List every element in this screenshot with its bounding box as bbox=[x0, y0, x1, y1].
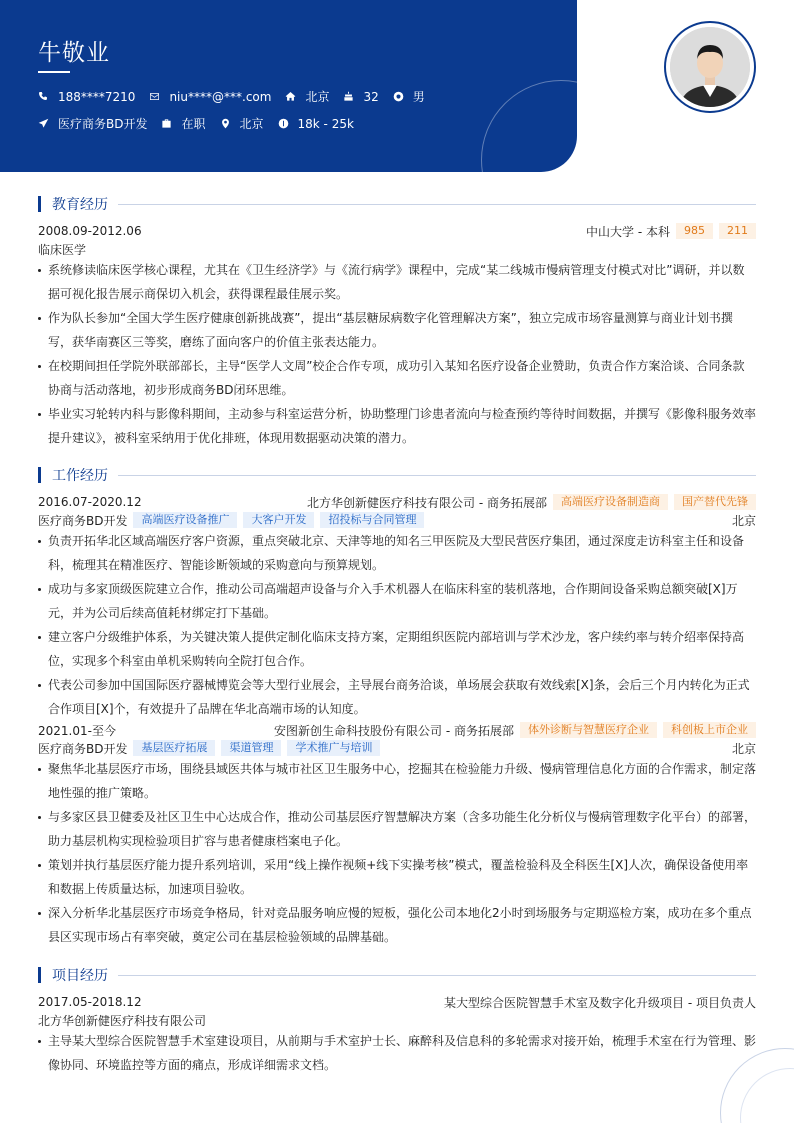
list-item: 毕业实习轮转内科与影像科期间，主动参与科室运营分析，协助整理门诊患者流向与检查预约等待时间数据，并撰写《影像科服务效率提升建议》，被科室采纳用于优化排班，体现用数据驱动决策的潜力。 bbox=[38, 402, 756, 450]
phone-text: 188****7210 bbox=[58, 89, 136, 104]
age-item bbox=[343, 90, 378, 104]
list-item: 策划并执行基层医疗能力提升系列培训，采用“线上操作视频+线下实操考核”模式，覆盖检验科及全科医生[X]人次，确保设备使用率和数据上传质量达标，加速项目验收。 bbox=[38, 853, 756, 901]
section-bar bbox=[38, 467, 41, 483]
section-divider bbox=[118, 475, 756, 476]
email-text: niu****@***.com bbox=[169, 89, 272, 104]
target-role-item bbox=[38, 115, 147, 132]
list-item: 负责开拓华北区域高端医疗客户资源，重点突破北京、天津等地的知名三甲医院及大型民营医疗集团，通过深度走访科室主任和设备科，梳理其在精准医疗、智能诊断领域的采购意向与预算规划。 bbox=[38, 529, 756, 577]
company-tag: 国产替代先锋 bbox=[674, 494, 756, 510]
send-icon bbox=[38, 118, 49, 129]
phone-item bbox=[38, 90, 135, 104]
job-company-group bbox=[274, 722, 756, 739]
email-item bbox=[149, 90, 271, 104]
work-title: 工作经历 bbox=[52, 468, 108, 484]
job-sub bbox=[38, 511, 756, 529]
contact-row bbox=[38, 88, 439, 105]
project-head bbox=[38, 993, 756, 1011]
section-divider bbox=[118, 975, 756, 976]
section-divider bbox=[118, 204, 756, 205]
company-tag: 高端医疗设备制造商 bbox=[553, 494, 668, 510]
project-title: 项目经历 bbox=[52, 968, 108, 984]
education-tag: 211 bbox=[719, 223, 756, 239]
name-underline bbox=[38, 71, 70, 73]
candidate-name: 牛敬业 bbox=[38, 40, 110, 66]
home-icon bbox=[285, 91, 296, 102]
list-item: 系统修读临床医学核心课程，尤其在《卫生经济学》与《流行病学》课程中，完成“某二线城市慢病管理支付模式对比”调研，并以数据可视化报告展示商保切入机会，获得课程最佳展示奖。 bbox=[38, 258, 756, 306]
job-role: 医疗商务BD开发 bbox=[38, 513, 128, 528]
education-school: 中山大学 - 本科 bbox=[586, 224, 670, 239]
skill-tag: 渠道管理 bbox=[221, 740, 281, 756]
job-role-group bbox=[38, 740, 380, 757]
job-company-group bbox=[307, 494, 756, 511]
money-icon bbox=[278, 118, 289, 129]
avatar-frame bbox=[664, 21, 756, 113]
skill-tag: 基层医疗拓展 bbox=[133, 740, 215, 756]
project-org: 北方华创新健医疗科技有限公司 bbox=[38, 1013, 207, 1028]
list-item: 成功与多家顶级医院建立合作，推动公司高端超声设备与介入手术机器人在临床科室的装机落地，合作期间设备采购总额突破[X]万元，并为公司后续高值耗材绑定打下基础。 bbox=[38, 577, 756, 625]
target-city-item bbox=[220, 115, 264, 132]
education-bullets bbox=[38, 258, 756, 450]
gender-item bbox=[393, 88, 425, 105]
education-school-group bbox=[586, 223, 756, 240]
project-name-role: 某大型综合医院智慧手术室及数字化升级项目 - 项目负责人 bbox=[444, 995, 756, 1010]
list-item: 聚焦华北基层医疗市场，围绕县域医共体与城市社区卫生服务中心，挖掘其在检验能力升级、慢病管理信息化方面的合作需求，制定落地性强的推广策略。 bbox=[38, 757, 756, 805]
education-major-row bbox=[38, 240, 756, 258]
list-item: 深入分析华北基层医疗市场竞争格局，针对竞品服务响应慢的短板，强化公司本地化2小时到场服务与定期巡检方案，成功在多个重点县区实现市场占有率突破，奠定公司在基层检验领域的品牌基础。 bbox=[38, 901, 756, 949]
decorative-circle bbox=[481, 80, 577, 172]
job-role: 医疗商务BD开发 bbox=[38, 741, 128, 756]
avatar-photo bbox=[670, 27, 750, 107]
skill-tag: 高端医疗设备推广 bbox=[133, 512, 237, 528]
work-title-row bbox=[38, 466, 756, 484]
job-location: 北京 bbox=[731, 741, 756, 756]
education-major: 临床医学 bbox=[38, 242, 87, 257]
city-item bbox=[285, 88, 329, 105]
briefcase-icon bbox=[161, 118, 172, 129]
list-item: 主导某大型综合医院智慧手术室建设项目，从前期与手术室护士长、麻醉科及信息科的多轮需求对接开始，梳理手术室在行为管理、影像协同、环境监控等方面的痛点，形成详细需求文档。 bbox=[38, 1029, 756, 1077]
salary-text: 18k - 25k bbox=[297, 116, 354, 131]
mail-icon bbox=[149, 91, 160, 102]
skill-tag: 学术推广与培训 bbox=[287, 740, 380, 756]
project-org-row bbox=[38, 1011, 756, 1029]
job-head bbox=[38, 493, 756, 511]
job-head bbox=[38, 721, 756, 739]
education-section bbox=[38, 195, 756, 450]
education-head bbox=[38, 222, 756, 240]
job-location: 北京 bbox=[731, 513, 756, 528]
section-bar bbox=[38, 196, 41, 212]
job-sub bbox=[38, 739, 756, 757]
avatar bbox=[670, 27, 750, 107]
work-section bbox=[38, 466, 756, 949]
header-banner bbox=[0, 0, 577, 172]
job-period: 2021.01-至今 bbox=[38, 723, 116, 738]
job-company: 安图新创生命科技股份有限公司 - 商务拓展部 bbox=[274, 723, 514, 738]
skill-tag: 招投标与合同管理 bbox=[320, 512, 424, 528]
education-title-row bbox=[38, 195, 756, 213]
education-tag: 985 bbox=[676, 223, 713, 239]
salary-item bbox=[278, 117, 354, 131]
project-section bbox=[38, 966, 756, 1077]
list-item: 与多家区县卫健委及社区卫生中心达成合作，推动公司基层医疗智慧解决方案（含多功能生化分析仪与慢病管理数字化平台）的部署，助力基层机构实现检验项目扩容与患者健康档案电子化。 bbox=[38, 805, 756, 853]
status-item bbox=[161, 115, 205, 132]
list-item: 作为队长参加“全国大学生医疗健康创新挑战赛”，提出“基层糖尿病数字化管理解决方案”，独立完成市场容量测算与商业计划书撰写，获华南赛区三等奖，磨练了面向客户的价值主张表达能力。 bbox=[38, 306, 756, 354]
education-title: 教育经历 bbox=[52, 197, 108, 213]
section-bar bbox=[38, 967, 41, 983]
target-city-text: 北京 bbox=[239, 117, 264, 131]
job-role-group bbox=[38, 512, 424, 529]
city-text: 北京 bbox=[305, 90, 330, 104]
company-tag: 体外诊断与智慧医疗企业 bbox=[520, 722, 657, 738]
job-period: 2016.07-2020.12 bbox=[38, 495, 142, 509]
phone-icon bbox=[38, 91, 49, 102]
status-text: 在职 bbox=[181, 117, 206, 131]
job-bullets bbox=[38, 757, 756, 949]
list-item: 代表公司参加中国国际医疗器械博览会等大型行业展会，主导展台商务洽谈，单场展会获取有效线索[X]条，会后三个月内转化为正式合作项目[X]个，有效提升了品牌在华北高端市场的认知度。 bbox=[38, 673, 756, 721]
list-item: 建立客户分级维护体系，为关键决策人提供定制化临床支持方案，定期组织医院内部培训与学术沙龙，客户续约率与转介绍率保持高位，实现多个科室由单机采购转向全院打包合作。 bbox=[38, 625, 756, 673]
project-bullets bbox=[38, 1029, 756, 1077]
location-icon bbox=[220, 118, 231, 129]
job-company: 北方华创新健医疗科技有限公司 - 商务拓展部 bbox=[307, 495, 547, 510]
company-tag: 科创板上市企业 bbox=[663, 722, 756, 738]
skill-tag: 大客户开发 bbox=[243, 512, 314, 528]
cake-icon bbox=[343, 91, 354, 102]
gender-icon bbox=[393, 91, 404, 102]
project-period: 2017.05-2018.12 bbox=[38, 995, 142, 1009]
job-intent-row bbox=[38, 115, 368, 132]
gender-text: 男 bbox=[412, 90, 425, 104]
job-bullets bbox=[38, 529, 756, 721]
age-text: 32 bbox=[363, 89, 379, 104]
project-title-row bbox=[38, 966, 756, 984]
education-period: 2008.09-2012.06 bbox=[38, 224, 142, 238]
list-item: 在校期间担任学院外联部部长，主导“医学人文周”校企合作专项，成功引入某知名医疗设备企业赞助，负责合作方案洽谈、合同条款协商与活动落地，初步形成商务BD闭环思维。 bbox=[38, 354, 756, 402]
target-role-text: 医疗商务BD开发 bbox=[58, 117, 148, 131]
